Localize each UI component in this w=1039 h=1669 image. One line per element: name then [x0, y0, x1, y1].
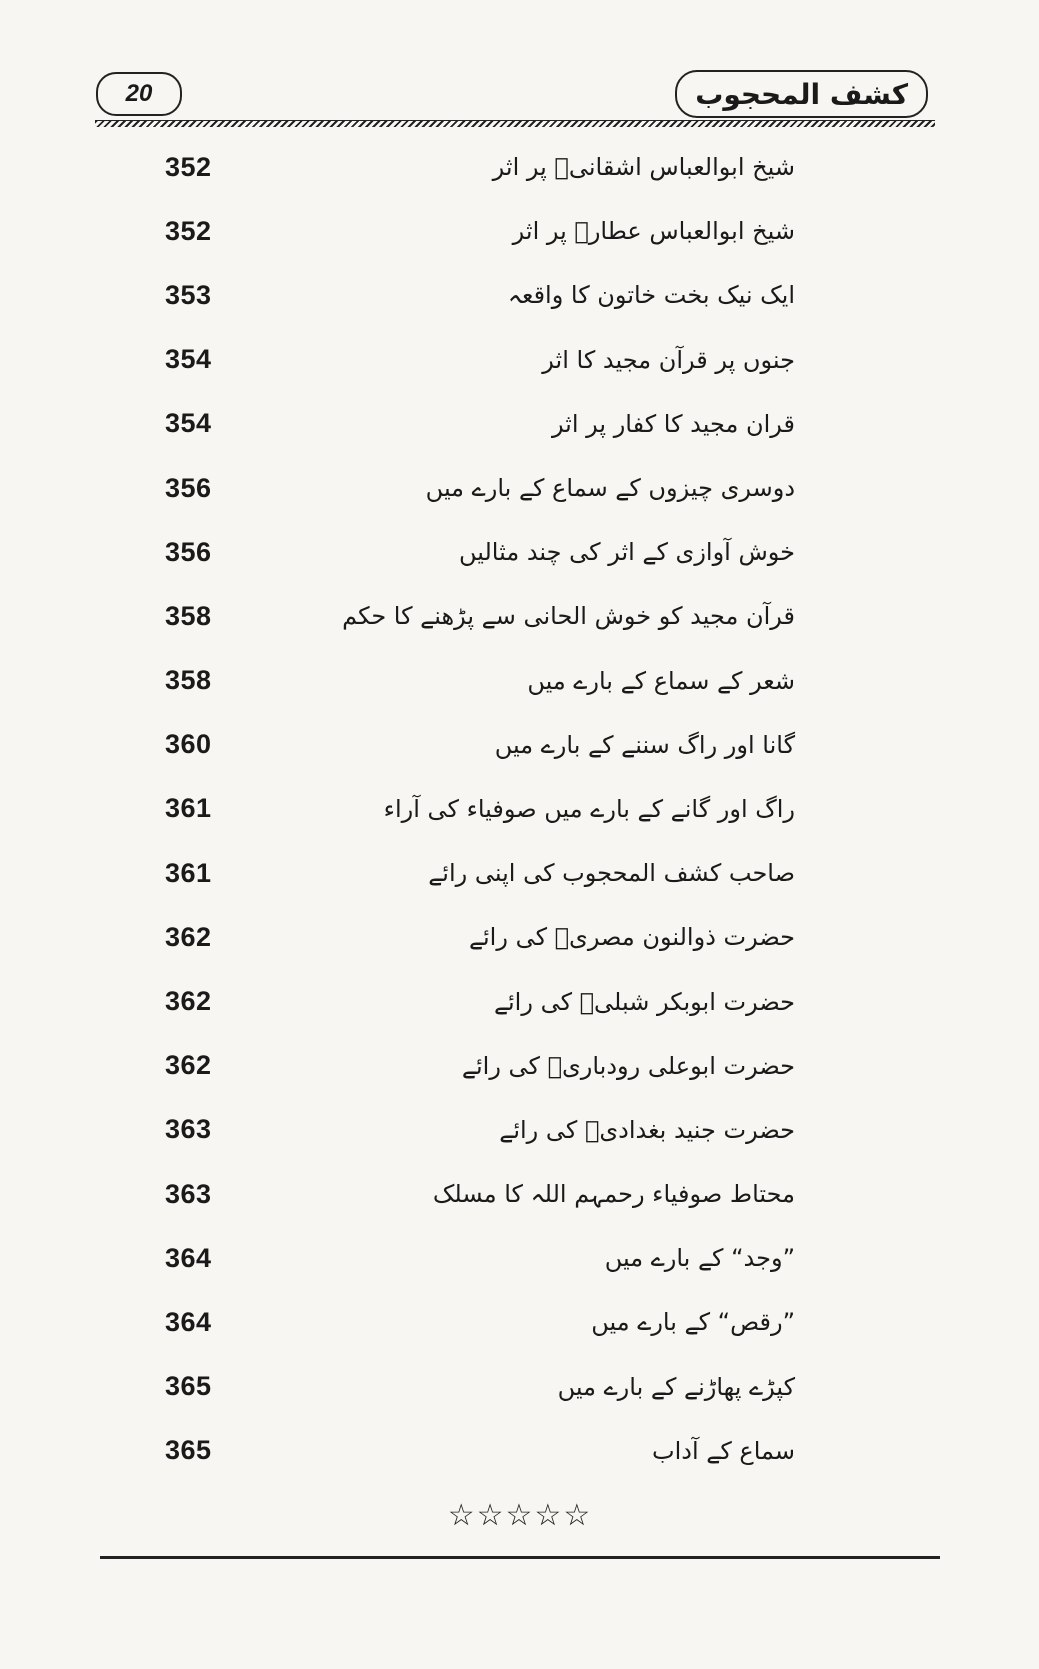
toc-page-number: 362: [165, 986, 212, 1017]
toc-page-number: 362: [165, 1050, 212, 1081]
toc-entry-title: خوش آوازی کے اثر کی چند مثالیں: [458, 538, 795, 567]
toc-entry-title: کپڑے پھاڑنے کے بارے میں: [557, 1372, 795, 1401]
toc-row: [165, 456, 795, 520]
toc-entry-title: راگ اور گانے کے بارے میں صوفیاء کی آراء: [383, 794, 795, 823]
toc-page-number: 352: [165, 151, 212, 182]
toc-entry-title: ”رقص“ کے بارے میں: [591, 1308, 795, 1337]
toc-row: [165, 1162, 795, 1226]
toc-entry-title: حضرت جنید بغدادیؒ کی رائے: [499, 1115, 795, 1144]
page-number: 20: [96, 72, 182, 116]
toc-page-number: 353: [165, 279, 212, 310]
toc-page-number: 364: [165, 1306, 212, 1337]
toc-entry-title: قرآن مجید کو خوش الحانی سے پڑھنے کا حکم: [342, 602, 795, 631]
toc-page-number: 365: [165, 1435, 212, 1466]
toc-entry-title: شیخ ابوالعباس عطارؒ پر اثر: [512, 217, 795, 246]
toc-row: [165, 969, 795, 1033]
toc-page-number: 362: [165, 921, 212, 952]
toc-page-number: 363: [165, 1114, 212, 1145]
toc-entry-title: شعر کے سماع کے بارے میں: [527, 666, 795, 695]
page-header: [92, 66, 932, 120]
toc-page-number: 358: [165, 665, 212, 696]
toc-entry-title: شیخ ابوالعباس اشقانیؒ پر اثر: [492, 153, 795, 182]
toc-row: [165, 1355, 795, 1419]
toc-entry-title: گانا اور راگ سننے کے بارے میں: [494, 730, 795, 759]
toc-entry-title: حضرت ابوعلی رودباریؒ کی رائے: [461, 1051, 795, 1080]
toc-page-number: 363: [165, 1178, 212, 1209]
toc-page-number: 352: [165, 215, 212, 246]
toc-page-number: 358: [165, 600, 212, 631]
toc-page-number: 356: [165, 472, 212, 503]
toc-page-number: 361: [165, 793, 212, 824]
toc-entry-title: قران مجید کا کفار پر اثر: [551, 409, 795, 438]
toc-row: [165, 713, 795, 777]
table-of-contents: [165, 135, 795, 1483]
toc-row: [165, 777, 795, 841]
toc-row: [165, 1226, 795, 1290]
toc-row: [165, 1098, 795, 1162]
toc-row: [165, 392, 795, 456]
toc-row: [165, 199, 795, 263]
toc-row: [165, 1034, 795, 1098]
toc-page-number: 356: [165, 536, 212, 567]
toc-row: [165, 584, 795, 648]
toc-entry-title: جنوں پر قرآن مجید کا اثر: [542, 345, 795, 374]
toc-entry-title: سماع کے آداب: [652, 1436, 795, 1465]
toc-row: [165, 1419, 795, 1483]
toc-row: [165, 328, 795, 392]
toc-entry-title: حضرت ذوالنون مصریؒ کی رائے: [468, 923, 795, 952]
toc-entry-title: ایک نیک بخت خاتون کا واقعہ: [507, 281, 795, 310]
header-divider: [95, 120, 935, 127]
toc-page-number: 361: [165, 857, 212, 888]
toc-page-number: 365: [165, 1371, 212, 1402]
book-title: كشف المحجوب: [675, 70, 928, 118]
toc-row: [165, 263, 795, 327]
toc-page-number: 360: [165, 729, 212, 760]
toc-row: [165, 841, 795, 905]
toc-page-number: 354: [165, 408, 212, 439]
toc-page-number: 354: [165, 344, 212, 375]
toc-row: [165, 135, 795, 199]
toc-entry-title: محتاط صوفیاء رحمہم اللہ کا مسلک: [432, 1180, 795, 1209]
toc-entry-title: دوسری چیزوں کے سماع کے بارے میں: [425, 474, 795, 503]
toc-page-number: 364: [165, 1242, 212, 1273]
toc-entry-title: ”وجد“ کے بارے میں: [604, 1244, 795, 1273]
footer-divider: [100, 1556, 940, 1559]
toc-row: [165, 1290, 795, 1354]
toc-row: [165, 520, 795, 584]
toc-entry-title: صاحب کشف المحجوب کی اپنی رائے: [428, 859, 795, 888]
toc-row: [165, 649, 795, 713]
toc-entry-title: حضرت ابوبکر شبلیؒ کی رائے: [493, 987, 795, 1016]
toc-row: [165, 905, 795, 969]
section-end-stars: ☆☆☆☆☆: [447, 1498, 593, 1533]
bleed-through: [800, 135, 1039, 1555]
